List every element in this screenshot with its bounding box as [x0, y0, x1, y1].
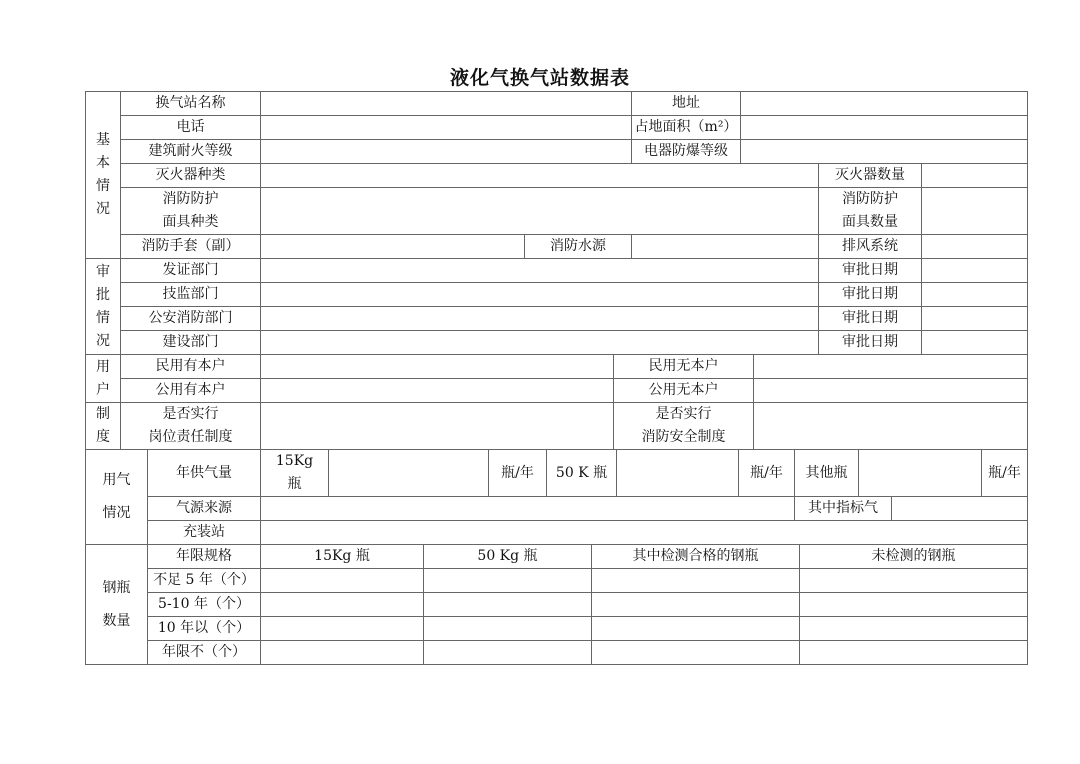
- approval-date-field[interactable]: [922, 331, 1028, 355]
- data-form: [85, 91, 1027, 665]
- ventilation-label: 排风系统: [819, 235, 922, 259]
- table-row: [86, 569, 1028, 593]
- cylinder-50kg-label: 50 K 瓶: [547, 450, 617, 497]
- public-registered-label: 公用有本户: [121, 379, 261, 403]
- station-name-label: 换气站名称: [121, 92, 261, 116]
- approval-section-label: 审 批 情 况: [86, 259, 121, 355]
- area-field[interactable]: [741, 116, 1028, 140]
- approval-section: [85, 258, 1028, 355]
- cylinder-15kg-label: 15Kg 瓶: [261, 450, 329, 497]
- other-cylinder-field[interactable]: [859, 450, 982, 497]
- indicator-gas-field[interactable]: [892, 497, 1028, 521]
- phone-field[interactable]: [261, 116, 632, 140]
- table-cell[interactable]: [424, 569, 592, 593]
- filling-station-label: 充装站: [148, 521, 261, 545]
- table-header: 15Kg 瓶: [261, 545, 424, 569]
- approval-date-field[interactable]: [922, 307, 1028, 331]
- gas-section-label: 用气 情况: [86, 450, 148, 545]
- station-name-field[interactable]: [261, 92, 632, 116]
- fire-safety-label: 是否实行 消防安全制度: [614, 403, 754, 450]
- gas-section: [85, 449, 1028, 545]
- approval-dept-field[interactable]: [261, 259, 819, 283]
- ventilation-field[interactable]: [922, 235, 1028, 259]
- explosion-rating-label: 电器防爆等级: [632, 140, 741, 164]
- public-unregistered-field[interactable]: [754, 379, 1028, 403]
- extinguisher-count-field[interactable]: [922, 164, 1028, 188]
- table-row: [86, 641, 1028, 665]
- table-cell[interactable]: [261, 569, 424, 593]
- table-row: [86, 617, 1028, 641]
- mask-type-field[interactable]: [261, 188, 819, 235]
- row-label: 不足 5 年（个）: [148, 569, 261, 593]
- gloves-field[interactable]: [261, 235, 525, 259]
- cylinders-section-label: 钢瓶 数量: [86, 545, 148, 665]
- system-section: [85, 402, 1028, 450]
- approval-date-label: 审批日期: [819, 259, 922, 283]
- indicator-gas-label: 其中指标气: [795, 497, 892, 521]
- table-cell[interactable]: [261, 593, 424, 617]
- table-cell[interactable]: [592, 569, 800, 593]
- table-cell[interactable]: [592, 593, 800, 617]
- table-header: 50 Kg 瓶: [424, 545, 592, 569]
- extinguisher-type-label: 灭火器种类: [121, 164, 261, 188]
- system-section-label: 制 度: [86, 403, 121, 450]
- civil-registered-field[interactable]: [261, 355, 614, 379]
- approval-dept-label: 技监部门: [121, 283, 261, 307]
- water-source-label: 消防水源: [525, 235, 632, 259]
- table-cell[interactable]: [800, 617, 1028, 641]
- address-label: 地址: [632, 92, 741, 116]
- post-duty-field[interactable]: [261, 403, 614, 450]
- approval-dept-label: 建设部门: [121, 331, 261, 355]
- unit-label: 瓶/年: [739, 450, 795, 497]
- table-cell[interactable]: [424, 641, 592, 665]
- unit-label: 瓶/年: [489, 450, 547, 497]
- address-field[interactable]: [741, 92, 1028, 116]
- approval-dept-field[interactable]: [261, 307, 819, 331]
- approval-dept-field[interactable]: [261, 331, 819, 355]
- area-label: 占地面积（m²）: [632, 116, 741, 140]
- fire-rating-field[interactable]: [261, 140, 632, 164]
- fire-rating-label: 建筑耐火等级: [121, 140, 261, 164]
- approval-date-label: 审批日期: [819, 307, 922, 331]
- table-header: 年限规格: [148, 545, 261, 569]
- public-unregistered-label: 公用无本户: [614, 379, 754, 403]
- gloves-label: 消防手套（副）: [121, 235, 261, 259]
- cylinder-15kg-field[interactable]: [329, 450, 489, 497]
- table-cell[interactable]: [261, 641, 424, 665]
- civil-unregistered-label: 民用无本户: [614, 355, 754, 379]
- approval-date-field[interactable]: [922, 283, 1028, 307]
- row-label: 10 年以（个）: [148, 617, 261, 641]
- table-cell[interactable]: [800, 641, 1028, 665]
- gas-source-field[interactable]: [261, 497, 795, 521]
- approval-date-label: 审批日期: [819, 331, 922, 355]
- table-cell[interactable]: [800, 593, 1028, 617]
- basic-section: [85, 91, 1028, 259]
- civil-unregistered-field[interactable]: [754, 355, 1028, 379]
- table-header: 未检测的钢瓶: [800, 545, 1028, 569]
- row-label: 5-10 年（个）: [148, 593, 261, 617]
- mask-count-label: 消防防护 面具数量: [819, 188, 922, 235]
- basic-section-label: 基 本 情 况: [86, 92, 121, 259]
- table-header: 其中检测合格的钢瓶: [592, 545, 800, 569]
- table-cell[interactable]: [424, 593, 592, 617]
- gas-source-label: 气源来源: [148, 497, 261, 521]
- cylinders-section: [85, 544, 1028, 665]
- table-cell[interactable]: [800, 569, 1028, 593]
- table-cell[interactable]: [592, 617, 800, 641]
- explosion-rating-field[interactable]: [741, 140, 1028, 164]
- page-title: 液化气换气站数据表: [449, 67, 630, 89]
- phone-label: 电话: [121, 116, 261, 140]
- table-cell[interactable]: [424, 617, 592, 641]
- extinguisher-count-label: 灭火器数量: [819, 164, 922, 188]
- unit-label: 瓶/年: [982, 450, 1028, 497]
- water-source-field[interactable]: [632, 235, 819, 259]
- mask-count-field[interactable]: [922, 188, 1028, 235]
- cylinder-50kg-field[interactable]: [617, 450, 739, 497]
- row-label: 年限不（个）: [148, 641, 261, 665]
- post-duty-label: 是否实行 岗位责任制度: [121, 403, 261, 450]
- fire-safety-field[interactable]: [754, 403, 1028, 450]
- approval-dept-field[interactable]: [261, 283, 819, 307]
- approval-dept-label: 发证部门: [121, 259, 261, 283]
- approval-dept-label: 公安消防部门: [121, 307, 261, 331]
- table-row: [86, 593, 1028, 617]
- extinguisher-type-field[interactable]: [261, 164, 819, 188]
- civil-registered-label: 民用有本户: [121, 355, 261, 379]
- annual-supply-label: 年供气量: [148, 450, 261, 497]
- users-section: [85, 354, 1028, 403]
- other-cylinder-label: 其他瓶: [795, 450, 859, 497]
- approval-date-field[interactable]: [922, 259, 1028, 283]
- mask-type-label: 消防防护 面具种类: [121, 188, 261, 235]
- approval-date-label: 审批日期: [819, 283, 922, 307]
- filling-station-field[interactable]: [261, 521, 1028, 545]
- users-section-label: 用 户: [86, 355, 121, 403]
- table-cell[interactable]: [261, 617, 424, 641]
- table-cell[interactable]: [592, 641, 800, 665]
- public-registered-field[interactable]: [261, 379, 614, 403]
